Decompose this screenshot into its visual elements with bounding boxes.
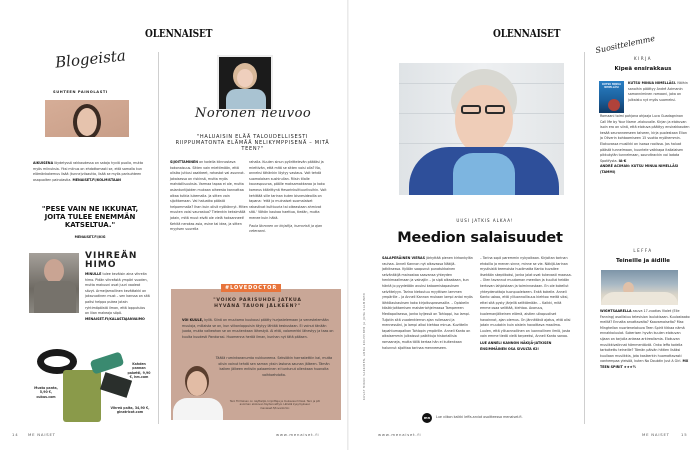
- film-text: asuva 17-vuotias Violet (Elle Fanning) osallistuu television laulukisaan. Kuulostaako meiltä? Ennalta arvattavalta? Kaavamaiselta? Max Minghellan nuortenelokuva Teen Spirit tikkaa nämä ennakkoluulot. Sokerisen hyvän kuulen elokuvan sijaan on tarjolla ankeaa arkirealismia. Elokuvan musiikkivalinnat hämmentävät. Onko leffa todella tarkoitettu teineille? Tämän päivän hittien lisäksi kuullaan musiikkia, jota kasikerkin huomattavasti vanhempaa yleisöä, kuten No Doubtin Just A Girl.: [600, 309, 690, 364]
- noronen-col1-text: on todella kiinnostava kokonaisuus. Sitten vain miettimään, että olisiko juttusi osakkeet, rahastot vai asunnot. Jakaisessa on riskinsä, mutta myös mahdollisuuksia. Varmaa tapaa ei ole, mutta asiantuntijoiden mukaan aiheesta kannattaa alkaa tutkia lukemalla. Ja sitten vain sijoittamaan. Vai haluatko päästä helpommalla? Ihan kuin olisit nyökännyt. Miten muuten voisi vaurastua? Tietenkin keksimällä jotain, mitä muut eivät ole vielä hoksanneet! Kehitä nerokas asia, esine tai idea, ja sitten myytsen suurella: [170, 160, 248, 232]
- review-note: Lue viikon kaikki leffa-arviot osoitteessa menaiset.fi.: [436, 415, 523, 419]
- feature-cta: LUE ANNELI KANNON NÄKIJÄ-JATKISEN ENSIMMÄINEN OSA SIVULTA 62!: [480, 340, 552, 351]
- product-caption-black: Musta pantа, 5,90 €, cubus.com: [34, 386, 58, 399]
- masthead-right: OLENNAISET: [493, 27, 561, 40]
- left-url[interactable]: www.menaiset.fi: [276, 432, 320, 437]
- photo-credit: KUVAT MIKKO SAKKINEN, ANNA KOLPPINEN JA JUHA SALMINEN: [363, 292, 366, 400]
- noronen-lead: SIJOITTAMINEN: [170, 160, 199, 164]
- lovedoctor-tag: #LOVEDOCTOR: [221, 284, 281, 292]
- book-body: [600, 114, 690, 176]
- noronen-question: "HALUAISIN ELÄÄ TALOUDELLISESTI RIIPPUMATONTA ELÄMÄÄ NELIKYMPPISENÄ – MITÄ TEEN?": [175, 134, 330, 152]
- left-page-number: 14: [12, 432, 19, 437]
- book-body-text: Romaani toimi pohjana ohjaaja Luca Guadagninon Call Me by Your Name -elokuvalle. Kirjan ja elokuvan isoin ero on siinä, että elokuva päättyy ensirakkauden kesää seuranneeseen talveen, kirja puolestaan Elion ja Oliverin kohtaamiseen 15 vuotta myöhemmin. Elokuvassa musiikki on isossa roolissa. Jos haluat päästä tunnelmaan, kuuntele vaikkapa italialaisen pikkukylän tunnelmaan, soundtrackin voi ladata Spotifysta.: [600, 114, 690, 163]
- feature-column-1: [382, 256, 474, 351]
- feature-kicker: UUSI JATKIS ALKAA!: [456, 218, 514, 223]
- right-page-number: 15: [681, 432, 688, 437]
- product-caption-green: Vihreä paita, 34,90 €, ginatricot.com: [110, 406, 150, 415]
- book-cover: [599, 81, 624, 113]
- blogeista-source: MENAISET.FI/KOLMISTAAN: [72, 177, 121, 182]
- noronen-col2-text: rahalla. Kuulen sinun pyörittelevän päätäsi ja miettivän, että mitä se sitten voisi olla? No, onneksi tähänkin löytyy vastaus. Voit tehdä suomalaisen sushirullan. Riisin tilalle kauraspuuroa, päälle maksamakkaraa ja koko komeus käärittynä Hesarinkulttuurilvuihin. Voit kehittää sille tarinan kuten bisnesideoilla on tapana: 'että jo muinaiset suomalaiset rakastivat kulttuuria tai oikeastaan ahmivat sitä.' Vähän kaukaa haettua, tiedän, mutta menee kuin häkä.: [249, 160, 327, 220]
- feature-lead: SALAPERÄINEN VIERAS: [382, 256, 425, 260]
- product-caption-pack: Kahden pannan paketti, 9,90 €, hm.com: [127, 362, 151, 380]
- lovedoctor-bio: Tero Törmänen on näyttelijä, kirjoittaja ja mukavaa ihmisä. Tero ja piti avoimen elokuvan täydennettyä. Lähetä kysymyksesi: menaiset.fi/lovedoctor.: [229, 400, 321, 410]
- film-rating: ★★★½: [623, 364, 637, 369]
- book-initials: IA-K: [618, 158, 627, 163]
- blogeista-title: Blogeista: [54, 46, 127, 72]
- feature-col2-text: – Tarina sopii paremmin nykyaikaan. Kirjoitan tarinan ehdoilla ja menen sinne, minne se vie. Näkijä-tarinan mystisistä teemoista huolimatta Kanto kuvailee itsekään skeptikoksi, jonka jalat ovat tukevasti maassa. – Olen tavannut muutaman meedion ja kuullut heidän kertovan lahjoistaan ja toiminnastaan. En ole kokellut yhteydenottoja tuonpuoleiseen. Enkä kokeile. Anneli Kanto uskoo, että yliluonnollisuus kiehtoo meitä siksi, ettei sitä pysty järjellä selittämään. – Kaikki, mitä emme osaa selittää, kiehtoo. Avaruus, kuolemanjälkeinen elämä, aistien ulkopuoliset havainnot, ajan olemus. On jännittävä ajatus, että olisi jotain muutakin kuin aistein havaittava maailma. Luulen, että yliluonnollinen on luonnollinen ilmiö, josta vain emme tiedä vielä tarpeeksi, Anneli Kanto sanoo.: [480, 256, 572, 339]
- title-line-2: HIMO: [85, 260, 117, 270]
- book-intro-text: Näihin sanoihin päättyy André Acimanin samanniminen romaani, joka on julkaistu nyt myös suomeksi.: [628, 81, 688, 102]
- noronen-bio: Paula Noronen on kirjailija, humoristi ja ajan veteraani.: [249, 223, 322, 234]
- lovedoctor-lead: VOI KUULE,: [182, 318, 204, 322]
- masthead-left: OLENNAISET: [145, 27, 213, 40]
- pull-quote-source: MENAISET.FI/KIG: [74, 235, 106, 239]
- film-title: Teineille ja äidille: [615, 258, 670, 264]
- book-source: ANDRÉ ACIMAN: KUTSU MINUA NIMELLÄSI (TAMMI): [600, 164, 679, 174]
- film-category: LEFFA: [633, 248, 653, 253]
- feature-column-2: [480, 256, 572, 352]
- book-cover-text: KUTSU MINUA NIMELLÄSI: [602, 83, 621, 89]
- left-brand: ME NAISET: [28, 432, 56, 437]
- book-intro: [628, 81, 690, 103]
- book-lead: KUTSU MINUA NIMELLÄSI.: [628, 81, 677, 85]
- suosittelemme-signature: Suosittelemme: [594, 33, 656, 56]
- column-divider-right: [584, 52, 585, 424]
- lovedoctor-body-2: Täällä ruminkaranumta nukkuneena. Seksiäkin harrastettiin kai, mutta olisin voinut tehdä sen saman yksin lastona saunan jälkeen. Tämän kaiken jälkeen entisiin palaaminen ei tuntunut ollenkaan huonolta vaihtoehdolta.: [215, 356, 333, 377]
- vihrean-lead: MINULLE: [85, 272, 102, 276]
- vihrean-source: MENAISET.FI/KALASTAJANVAIMO: [85, 316, 145, 321]
- book-category: KIRJA: [634, 56, 652, 61]
- right-url[interactable]: www.menaiset.fi: [378, 432, 422, 437]
- blogeista-lead: AIKUISENA: [33, 161, 54, 165]
- lovedoctor-question: "VOIKO PARISUHDE JATKUA HYVÄNÄ TAUON JÄLKEEN?": [213, 298, 302, 309]
- film-body: [600, 309, 690, 371]
- title-line-1: VIHREÄN: [85, 251, 138, 261]
- book-title: Kipeä ensirakkaus: [614, 66, 672, 72]
- vihrean-text: tulee keväisin aina vihreän himo. Pidän vihreästä ympäri vuoden, mutta makuuni ovat juuri vaaleat sävyt. Armeijamallinen kevättakki on jokavuotinen must – sen kanssa on sitä paitsi helppo pukea jotain ryhtimäpäistä ilman, että lopputulos on liian makeaja söpö.: [85, 272, 150, 316]
- menaiset-logo-icon: mn: [422, 413, 432, 423]
- noronen-title: Noronen neuvoo: [195, 106, 312, 121]
- right-brand: ME NAISET: [642, 432, 670, 437]
- pull-quote: "PESE VAIN NE IKKUNAT, JOITA TULEE ENEMMÄN KATSELTUA.": [41, 205, 139, 229]
- film-still: [601, 270, 678, 305]
- feature-headline: Meedion salaisuudet: [397, 230, 563, 246]
- film-source: MX TEEN SPIRIT: [600, 359, 689, 369]
- film-lead: WIGHTSAARELLA: [600, 309, 632, 313]
- anneli-kanto-photo: [399, 63, 564, 195]
- feature-col1-text: järkyttää pienen kirkonkylän rauhaa. Anneli Kannon nyt alkavassa Näkijä-jatkiksessa. Kylään saapunut punatukkainen selvänäkijä mainostaa saavansa yhteyden henkimaailmaan ja vainajiin – ja sipä alkaakaan, kun häntä jo pyydetään avuksi katoamistapauksen selvittelyyn. Tarina kietoutuu myyttisen lammen ympärille – ja Anneli Kannon mukaan lampi antoi myös lähtölaukauksen koko kirjoitusprosessille. – Opiskelin käsikirjoittamisen maisteriohjelmassa Tampereen Mediapolisessa, jonka kyljessä on Tohloppi, iso lampi. Tuijotin sitä vuodenkierron ajan ruilessani ja mennessäni, ja lampi alkoi kiehtoa minua. Kuvittelin tapahtumapaikan Tohlopin ympärille. Anneli Kanto on aikaisemmin julkaissut palkittuja historiallisia romaaneja, mutta tällä kertaa hän ei kuitenkaan halunnut sijoittaa tarinaa menneeseen.: [382, 256, 473, 350]
- lovedoctor-text-1: kyllä. Siinä on muutama kuukausi päätty hurjastelemaan ja venestelemään muuloja, millaista se on, kun viikonloppuisin täytyy lähtää keskustaan. Ei voinut tänään juoda, mutta valkeahan se on muutenkaan lähestyä. Ai että, valomerkki lähestyy ja taas on kuulta kuudesti Pandorasi. Huomenna herää ilman, kunhan nyt tätä pääsen.: [182, 318, 334, 339]
- blogeista-text: löydetyssä rakkaudessa on sataja hyviä puolia, mutta myös miinuksia. Yksi miinus on ehdottomasti se, että samalla kun elämänkokemus lisää (tunne)viisautta, lisää se myös parisuhteen osapuolten painolastia.: [33, 161, 144, 182]
- blogeista-subtitle: SUHTEEN PAINOLASTI: [53, 90, 108, 94]
